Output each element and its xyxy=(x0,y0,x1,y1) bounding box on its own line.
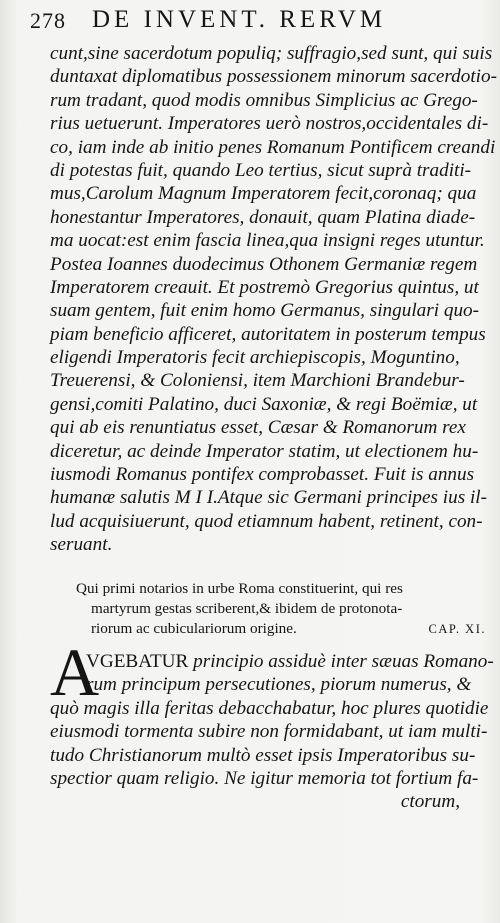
text-line: ma uocat:est enim fascia linea,qua insigni reges utuntur. xyxy=(50,230,485,252)
text-line: Postea Ioannes duodecimus Othonem Germaniæ regem xyxy=(50,253,478,275)
text-line: tudo Christianorum multò esset ipsis Imperatoribus su- xyxy=(50,744,476,766)
body-text xyxy=(50,42,497,557)
text-line: lud acquisiuerunt, quod etiamnum habent, retinent, con- xyxy=(50,510,483,532)
chapter-heading xyxy=(76,579,486,639)
page-number: 278 xyxy=(30,8,66,33)
first-word-caps: VGEBATUR xyxy=(86,651,189,672)
page-header xyxy=(30,2,460,42)
text-line: rum principum persecutiones, piorum numerus, & xyxy=(86,674,472,696)
text-line: spectior quam religio. Ne igitur memoria tot fortium fa- xyxy=(50,767,479,789)
text-line: eligendi Imperatoris fecit archiepiscopis, Moguntino, xyxy=(50,347,460,369)
text-line: cunt,sine sacerdotum populiq; suffragio,sed sunt, qui suis xyxy=(50,43,493,64)
chapter-text xyxy=(50,650,494,814)
text-line: honestantur Imperatores, donauit, quam Platina diade- xyxy=(50,206,476,228)
heading-line: riorum ac cubiculariorum origine. xyxy=(91,620,297,637)
text-line: diceretur, ac deinde Imperator statim, ut electionem hu- xyxy=(50,440,479,462)
text-line: rius uetuerunt. Imperatores uerò nostros,occidentales di- xyxy=(50,113,489,135)
text-line: duntaxat diplomatibus possessionem minorum sacerdotio- xyxy=(50,66,497,88)
text-line: quò magis illa feritas debacchabatur, hoc plures quotidie xyxy=(50,697,489,719)
heading-line: martyrum gestas scriberent,& ibidem de protonota- xyxy=(91,600,403,617)
text-line: di potestas fuit, quando Leo tertius, sicut suprà traditi- xyxy=(50,159,472,181)
drop-cap: A xyxy=(50,634,100,710)
text-line: rum tradant, quod modis omnibus Simplicius ac Grego- xyxy=(50,89,478,111)
first-line-rest: principio assiduè inter sæuas Romano- xyxy=(188,651,494,672)
text-line: eiusmodi tormenta subire non formidabant, ut iam multi- xyxy=(50,721,488,743)
text-line: ctorum, xyxy=(400,791,460,813)
text-line: co, iam inde ab initio penes Romanum Pontificem creandi xyxy=(50,136,496,158)
text-line: Treuerensi, & Coloniensi, item Marchioni Brandebur- xyxy=(50,370,465,392)
chapter-number: CAP. XI. xyxy=(428,622,486,636)
chapter-first-line xyxy=(50,650,494,673)
heading-line: Qui primi notarios in urbe Roma constituerint, qui res xyxy=(76,580,403,597)
text-line: humanæ salutis M I I.Atque sic Germani principes ius il- xyxy=(50,487,488,509)
text-line: seruant. xyxy=(50,534,113,556)
text-line: Imperatorem creauit. Et postremò Gregorius quintus, ut xyxy=(50,276,479,298)
text-line: qui ab eis renuntiatus esset, Cæsar & Romanorum rex xyxy=(50,417,466,439)
text-line: suam gentem, fuit enim homo Germanus, singulari quo- xyxy=(50,300,480,322)
text-line: gensi,comiti Palatino, duci Saxoniæ, & regi Boëmiæ, ut xyxy=(50,393,478,415)
running-head: DE INVENT. RERVM xyxy=(92,6,387,33)
text-line: mus,Carolum Magnum Imperatorem fecit,coronaq; qua xyxy=(50,183,477,205)
text-line: iusmodi Romanus pontifex comprobasset. Fuit is annus xyxy=(50,464,475,486)
text-line: piam beneficio afficeret, autoritatem in posterum tempus xyxy=(50,323,486,345)
